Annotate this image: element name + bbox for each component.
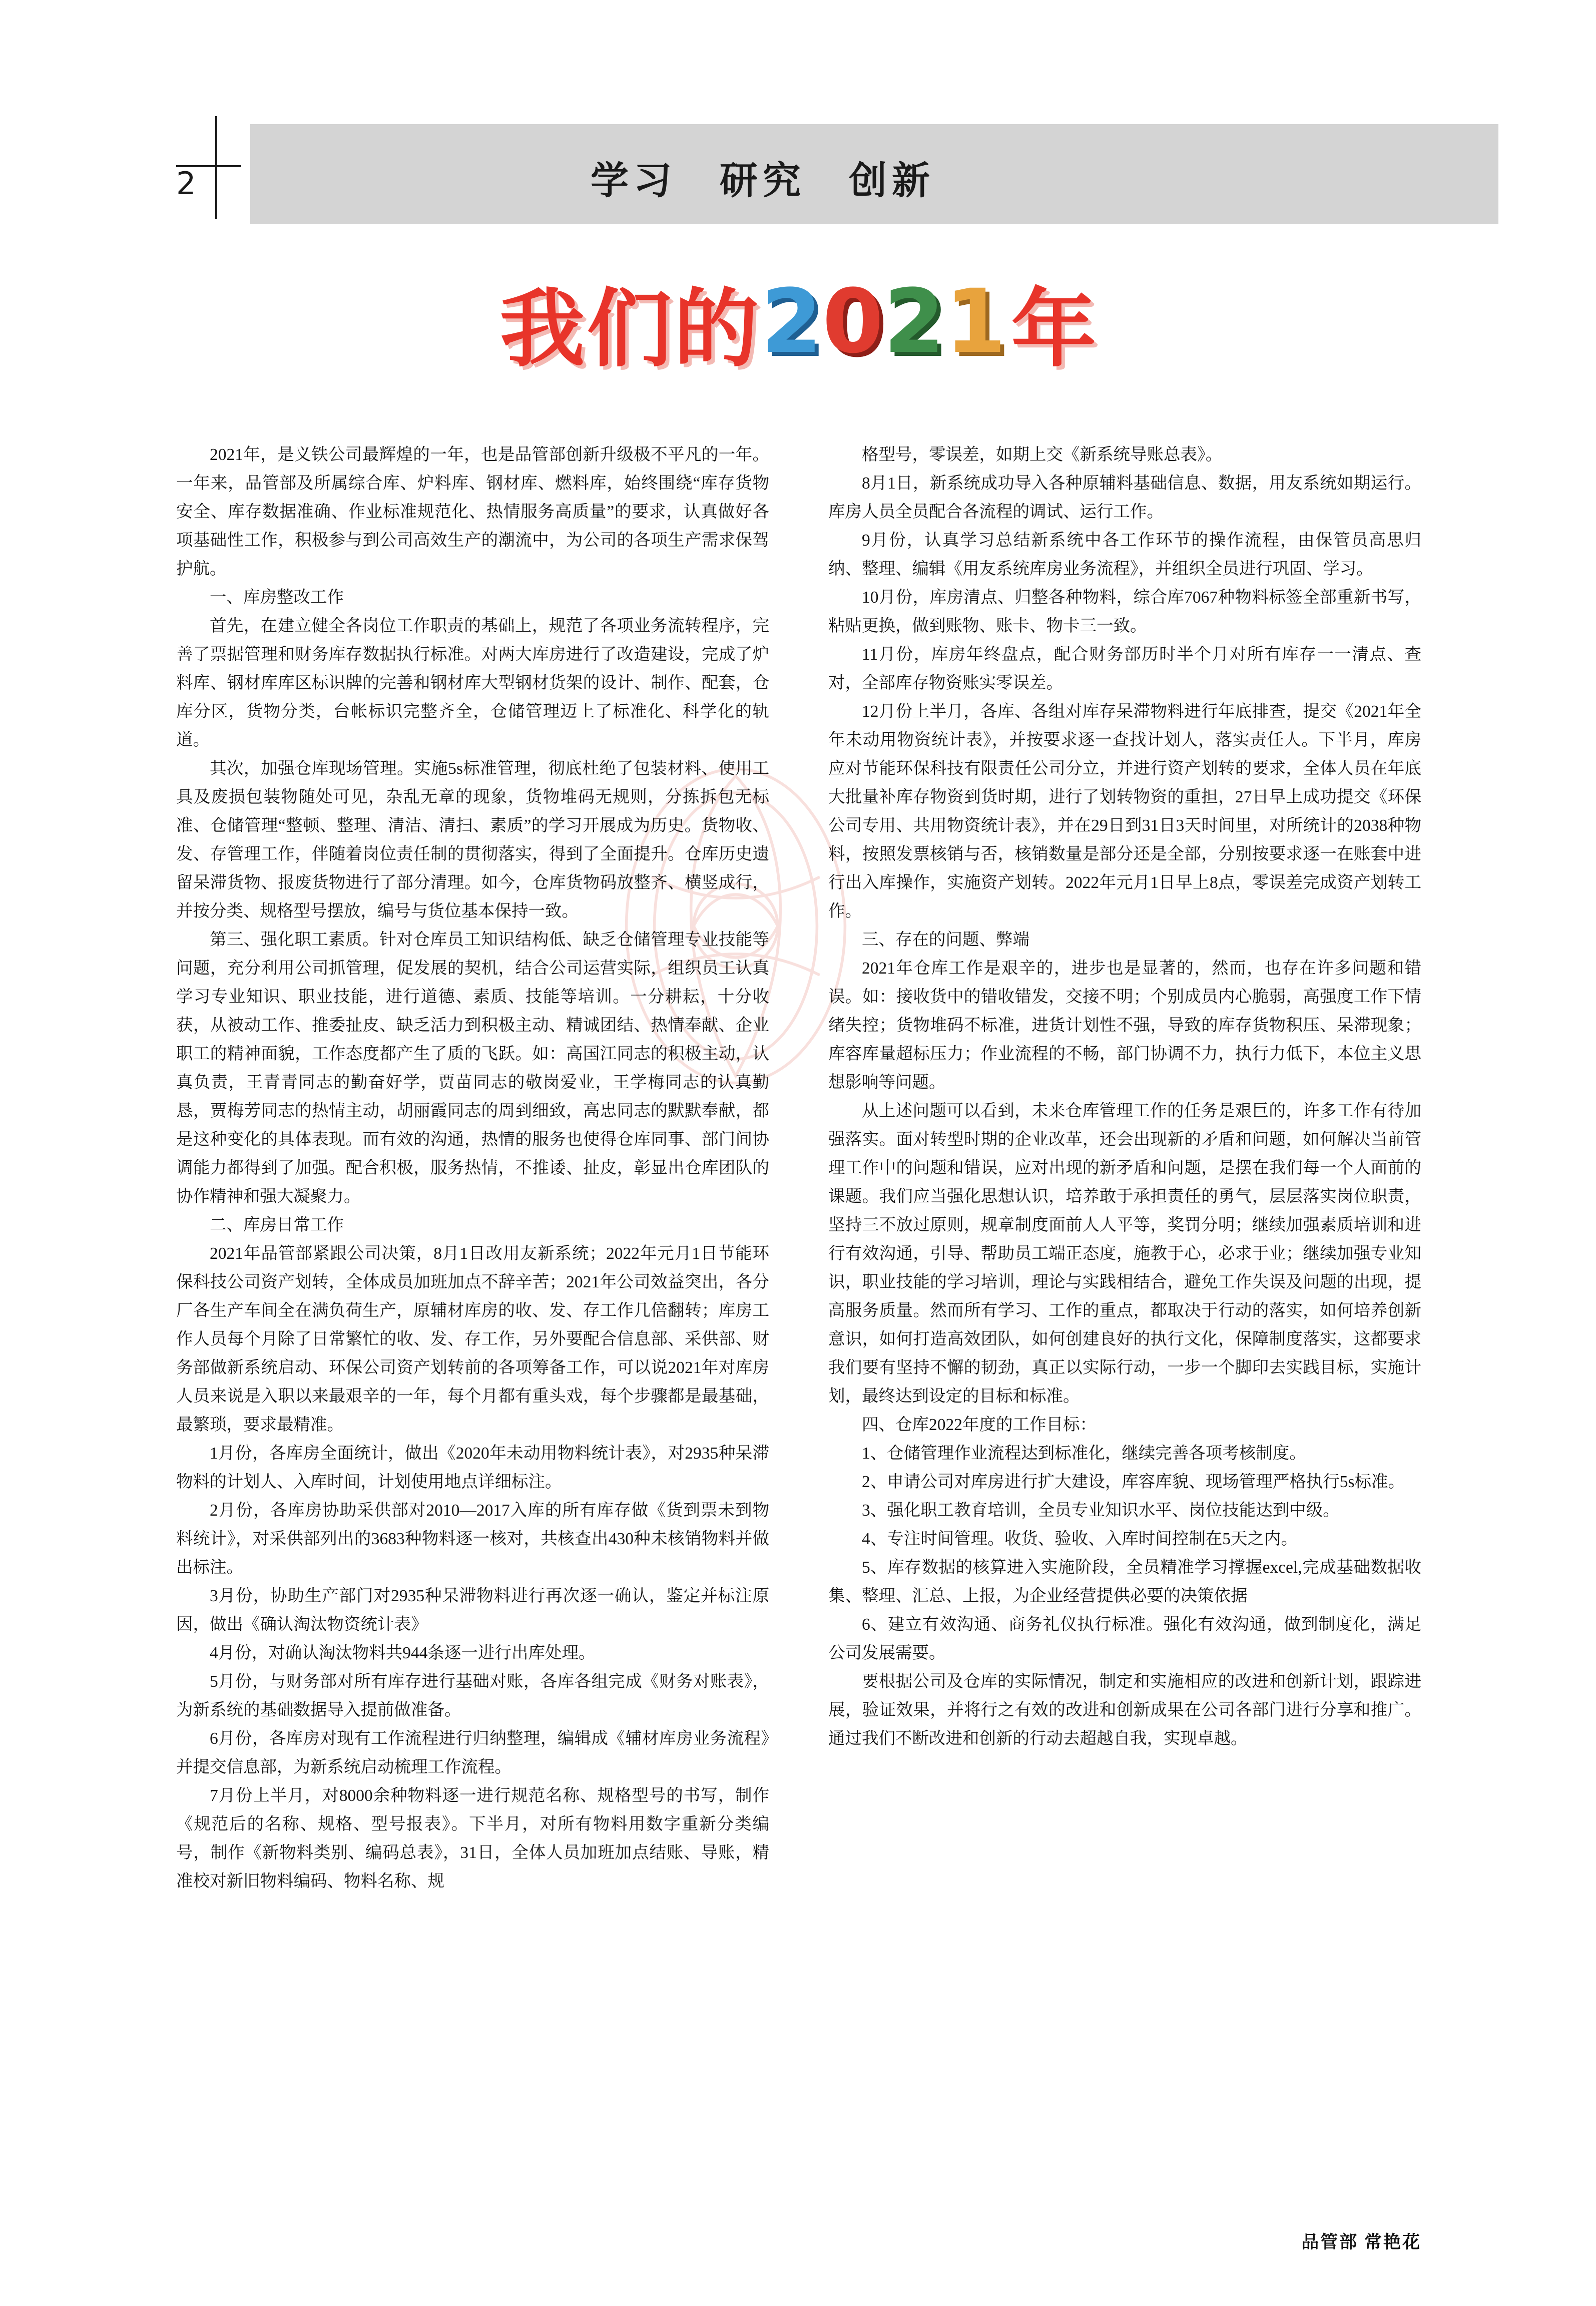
paragraph: 2021年仓库工作是艰辛的，进步也是显著的，然而，也存在许多问题和错误。如：接收货中的错收错发，交接不明；个别成员内心脆弱，高强度工作下情绪失控；货物堆码不标准，进货计划性不强，导致的库存货物积压、呆滞现象；库容库量超标压力；作业流程的不畅，部门协调不力，执行力低下，本位主义思想影响等问题。	[828, 959, 1421, 1092]
article-column-left	[176, 440, 769, 1896]
paragraph: 6、建立有效沟通、商务礼仪执行标准。强化有效沟通，做到制度化，满足公司发展需要。	[828, 1615, 1421, 1662]
page-number: 2	[176, 165, 196, 202]
paragraph: 10月份，库房清点、归整各种物料，综合库7067种物料标签全部重新书写，粘贴更换，做到账物、账卡、物卡三一致。	[828, 588, 1421, 635]
paragraph: 其次，加强仓库现场管理。实施5s标准管理，彻底杜绝了包装材料、使用工具及废损包装物随处可见，杂乱无章的现象，货物堆码无规则，分拣拆包无标准、仓储管理“整顿、整理、清洁、清扫、素质”的学习开展成为历史。货物收、发、存管理工作，伴随着岗位责任制的贯彻落实，得到了全面提升。仓库历史遗留呆滞货物、报废货物进行了部分清理。如今，仓库货物码放整齐、横竖成行，并按分类、规格型号摆放，编号与货位基本保持一致。	[176, 759, 769, 920]
paragraph: 3、强化职工教育培训，全员专业知识水平、岗位技能达到中级。	[862, 1501, 1340, 1520]
masthead-prefix: 我们的	[499, 280, 761, 379]
paragraph: 三、存在的问题、弊端	[862, 931, 1029, 949]
header-word-3: 创新	[849, 158, 935, 203]
paragraph: 要根据公司及仓库的实际情况，制定和实施相应的改进和创新计划，跟踪进展，验证效果，并将行之有效的改进和创新成果在公司各部门进行分享和推广。通过我们不断改进和创新的行动去超越自我，实现卓越。	[828, 1672, 1421, 1748]
header-word-2: 研究	[720, 158, 806, 203]
paragraph: 1、仓储管理作业流程达到标准化，继续完善各项考核制度。	[862, 1444, 1306, 1463]
masthead-title	[0, 260, 1596, 383]
paragraph: 2、申请公司对库房进行扩大建设，库容库貌、现场管理严格执行5s标准。	[862, 1473, 1405, 1491]
article-column-right	[828, 440, 1421, 1753]
paragraph: 4、专注时间管理。收货、验收、入库时间控制在5天之内。	[862, 1530, 1298, 1548]
paragraph: 11月份，库房年终盘点，配合财务部历时半个月对所有库存一一清点、查对，全部库存物资账实零误差。	[828, 645, 1421, 692]
paragraph: 5、库存数据的核算进入实施阶段，全员精准学习撑握excel,完成基础数据收集、整理、汇总、上报，为企业经营提供必要的决策依据	[828, 1558, 1421, 1605]
paragraph: 9月份，认真学习总结新系统中各工作环节的操作流程，由保管员高思归纳、整理、编辑《用友系统库房业务流程》，并组织全员进行巩固、学习。	[828, 531, 1421, 578]
header-word-1: 学习	[591, 158, 677, 203]
paragraph: 4月份，对确认淘汰物料共944条逐一进行出库处理。	[210, 1644, 596, 1662]
page-number-rule-vertical	[215, 116, 217, 219]
paragraph: 从上述问题可以看到，未来仓库管理工作的任务是艰巨的，许多工作有待加强落实。面对转型时期的企业改革，还会出现新的矛盾和问题，如何解决当前管理工作中的问题和错误，应对出现的新矛盾和问题，是摆在我们每一个人面前的课题。我们应当强化思想认识，培养敢于承担责任的勇气，层层落实岗位职责，坚持三不放过原则，规章制度面前人人平等，奖罚分明；继续加强素质培训和进行有效沟通，引导、帮助员工端正态度，施教于心，必求于业；继续加强专业知识，职业技能的学习培训，理论与实践相结合，避免工作失误及问题的出现，提高服务质量。然而所有学习、工作的重点，都取决于行动的落实，如何培养创新意识，如何打造高效团队，如何创建良好的执行文化，保障制度落实，这都要求我们要有坚持不懈的韧劲，真正以实际行动，一步一个脚印去实践目标，实施计划，最终达到设定的目标和标准。	[828, 1102, 1421, 1406]
author-signature: 品管部 常艳花	[1301, 2232, 1421, 2252]
paragraph: 2021年品管部紧跟公司决策，8月1日改用友新系统；2022年元月1日节能环保科技公司资产划转，全体成员加班加点不辞辛苦；2021年公司效益突出，各分厂各生产车间全在满负荷生产，原辅材库房的收、发、存工作几倍翻转；库房工作人员每个月除了日常繁忙的收、发、存工作，另外要配合信息部、采供部、财务部做新系统启动、环保公司资产划转前的各项筹备工作，可以说2021年对库房人员来说是入职以来最艰辛的一年，每个月都有重头戏，每个步骤都是最基础，最繁琐，要求最精准。	[176, 1244, 769, 1434]
paragraph: 二、库房日常工作	[210, 1216, 344, 1234]
paragraph: 格型号，零误差，如期上交《新系统导账总表》。	[862, 445, 1223, 464]
paragraph: 8月1日，新系统成功导入各种原辅料基础信息、数据，用友系统如期运行。库房人员全员配合各流程的调试、运行工作。	[828, 474, 1421, 521]
paragraph: 5月份，与财务部对所有库存进行基础对账，各库各组完成《财务对账表》，为新系统的基础数据导入提前做准备。	[176, 1672, 769, 1719]
paragraph: 2月份，各库房协助采供部对2010—2017入库的所有库存做《货到票未到物料统计》，对采供部列出的3683种物料逐一核对，共核查出430种未核销物料并做出标注。	[176, 1501, 769, 1577]
paragraph: 首先，在建立健全各岗位工作职责的基础上，规范了各项业务流转程序，完善了票据管理和财务库存数据执行标准。对两大库房进行了改造建设，完成了炉料库、钢材库库区标识牌的完善和钢材库大型钢材货架的设计、制作、配套，仓库分区，货物分类，台帐标识完整齐全，仓储管理迈上了标准化、科学化的轨道。	[176, 617, 769, 749]
header-section-title	[591, 150, 1216, 205]
masthead-digit-4: 1	[944, 270, 1006, 373]
masthead-digit-1: 2	[761, 270, 823, 373]
paragraph: 3月份，协助生产部门对2935种呆滞物料进行再次逐一确认，鉴定并标注原因，做出《确认淘汰物资统计表》	[176, 1587, 769, 1634]
masthead-digit-3: 2	[883, 270, 945, 373]
paragraph: 2021年，是义铁公司最辉煌的一年，也是品管部创新升级极不平凡的一年。一年来，品管部及所属综合库、炉料库、钢材库、燃料库，始终围绕“库存货物安全、库存数据准确、作业标准规范化、热情服务高质量”的要求，认真做好各项基础性工作，积极参与到公司高效生产的潮流中，为公司的各项生产需求保驾护航。	[176, 445, 769, 578]
masthead-suffix: 年	[1011, 280, 1097, 379]
paragraph: 12月份上半月，各库、各组对库存呆滞物料进行年底排查，提交《2021年全年未动用物资统计表》，并按要求逐一查找计划人，落实责任人。下半月，库房应对节能环保科技有限责任公司分立，并进行资产划转的要求，全体人员在年底大批量补库存物资到货时期，进行了划转物资的重担，27日早上成功提交《环保公司专用、共用物资统计表》，并在29日到31日3天时间里，对所统计的2038种物料，按照发票核销与否，核销数量是部分还是全部，分别按要求逐一在账套中进行出入库操作，实施资产划转。2022年元月1日早上8点，零误差完成资产划转工作。	[828, 702, 1421, 920]
paragraph: 四、仓库2022年度的工作目标：	[862, 1416, 1097, 1434]
paragraph: 一、库房整改工作	[210, 588, 344, 607]
paragraph: 6月份，各库房对现有工作流程进行归纳整理，编辑成《辅材库房业务流程》并提交信息部，为新系统启动梳理工作流程。	[176, 1729, 769, 1776]
paragraph: 第三、强化职工素质。针对仓库员工知识结构低、缺乏仓储管理专业技能等问题，充分利用公司抓管理，促发展的契机，结合公司运营实际，组织员工认真学习专业知识、职业技能，进行道德、素质、技能等培训。一分耕耘，十分收获，从被动工作、推委扯皮、缺乏活力到积极主动、精诚团结、热情奉献、企业职工的精神面貌，工作态度都产生了质的飞跃。如：高国江同志的积极主动，认真负责，王青青同志的勤奋好学，贾苗同志的敬岗爱业，王学梅同志的认真勤恳，贾梅芳同志的热情主动，胡丽霞同志的周到细致，高忠同志的默默奉献，都是这种变化的具体表现。而有效的沟通，热情的服务也使得仓库同事、部门间协调能力都得到了加强。配合积极，服务热情，不推诿、扯皮，彰显出仓库团队的协作精神和强大凝聚力。	[176, 931, 769, 1206]
paragraph: 7月份上半月，对8000余种物料逐一进行规范名称、规格型号的书写，制作《规范后的名称、规格、型号报表》。下半月，对所有物料用数字重新分类编号，制作《新物料类别、编码总表》，31日，全体人员加班加点结账、导账，精准校对新旧物料编码、物料名称、规	[176, 1786, 769, 1891]
masthead-digit-2: 0	[822, 270, 884, 373]
paragraph: 1月份，各库房全面统计，做出《2020年未动用物料统计表》，对2935种呆滞物料的计划人、入库时间，计划使用地点详细标注。	[176, 1444, 769, 1491]
